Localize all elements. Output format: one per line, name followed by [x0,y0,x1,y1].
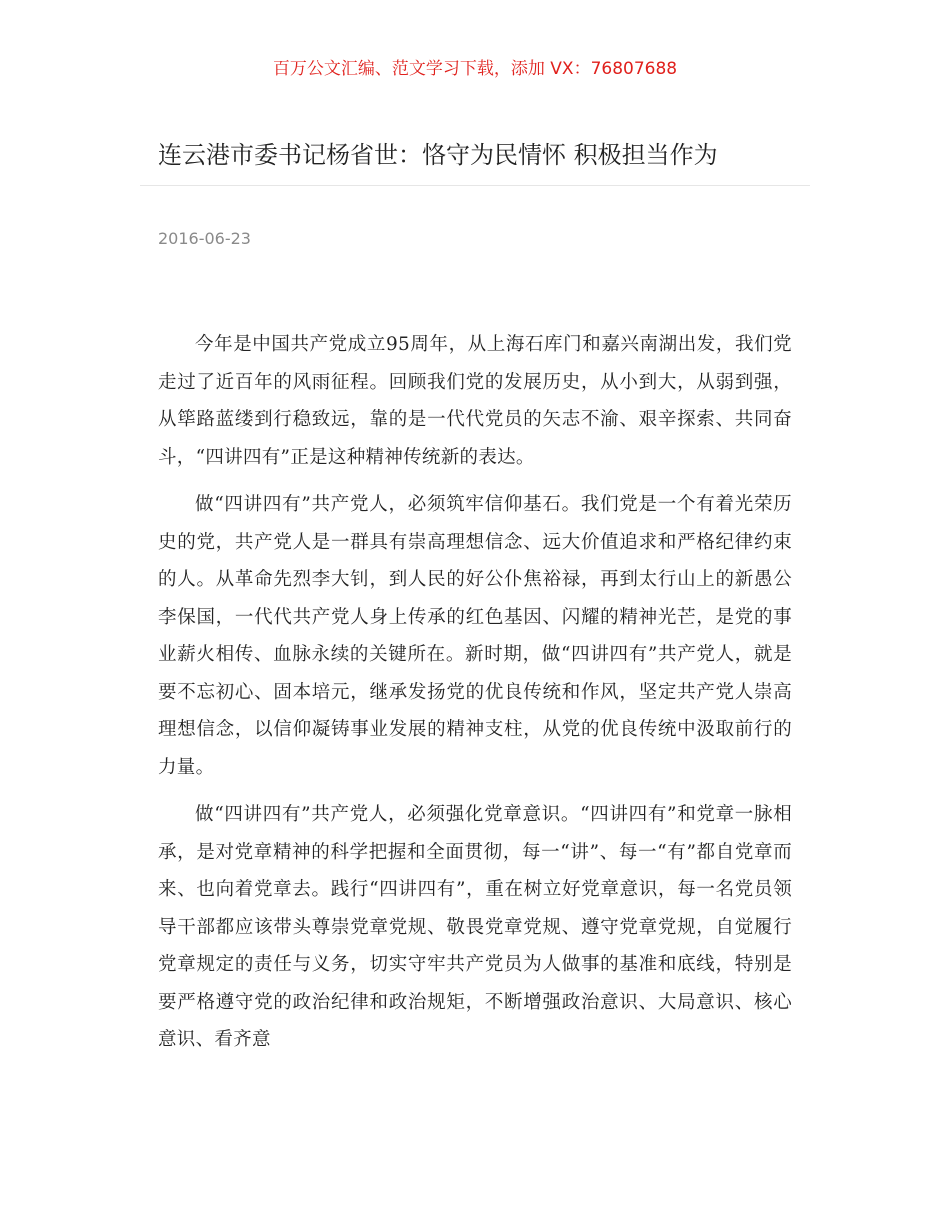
title-divider [140,185,810,186]
promo-banner: 百万公文汇编、范文学习下载，添加 VX：76807688 [272,59,678,79]
article-title: 连云港市委书记杨省世：恪守为民情怀 积极担当作为 [158,141,718,169]
publish-date: 2016-06-23 [158,229,251,248]
article-paragraph: 今年是中国共产党成立95周年，从上海石库门和嘉兴南湖出发，我们党走过了近百年的风雨征程。回顾我们党的发展历史，从小到大，从弱到强，从筚路蓝缕到行稳致远，靠的是一代代党员的矢志不渝、艰辛探索、共同奋斗，“四讲四有”正是这种精神传统新的表达。 [158,334,792,468]
article-paragraph: 做“四讲四有”共产党人，必须筑牢信仰基石。我们党是一个有着光荣历史的党，共产党人是一群具有崇高理想信念、远大价值追求和严格纪律约束的人。从革命先烈李大钊，到人民的好公仆焦裕禄，再到太行山上的新愚公李保国，一代代共产党人身上传承的红色基因、闪耀的精神光芒，是党的事业薪火相传、血脉永续的关键所在。新时期，做“四讲四有”共产党人，就是要不忘初心、固本培元，继承发扬党的优良传统和作风，坚定共产党人崇高理想信念，以信仰凝铸事业发展的精神支柱，从党的优良传统中汲取前行的力量。 [158,494,792,778]
article-body [158,326,792,1069]
article-paragraph: 做“四讲四有”共产党人，必须强化党章意识。“四讲四有”和党章一脉相承，是对党章精神的科学把握和全面贯彻，每一“讲”、每一“有”都自党章而来、也向着党章去。践行“四讲四有”，重在树立好党章意识，每一名党员领导干部都应该带头尊崇党章党规、敬畏党章党规、遵守党章党规，自觉履行党章规定的责任与义务，切实守牢共产党员为人做事的基准和底线，特别是要严格遵守党的政治纪律和政治规矩，不断增强政治意识、大局意识、核心意识、看齐意 [158,804,792,1050]
